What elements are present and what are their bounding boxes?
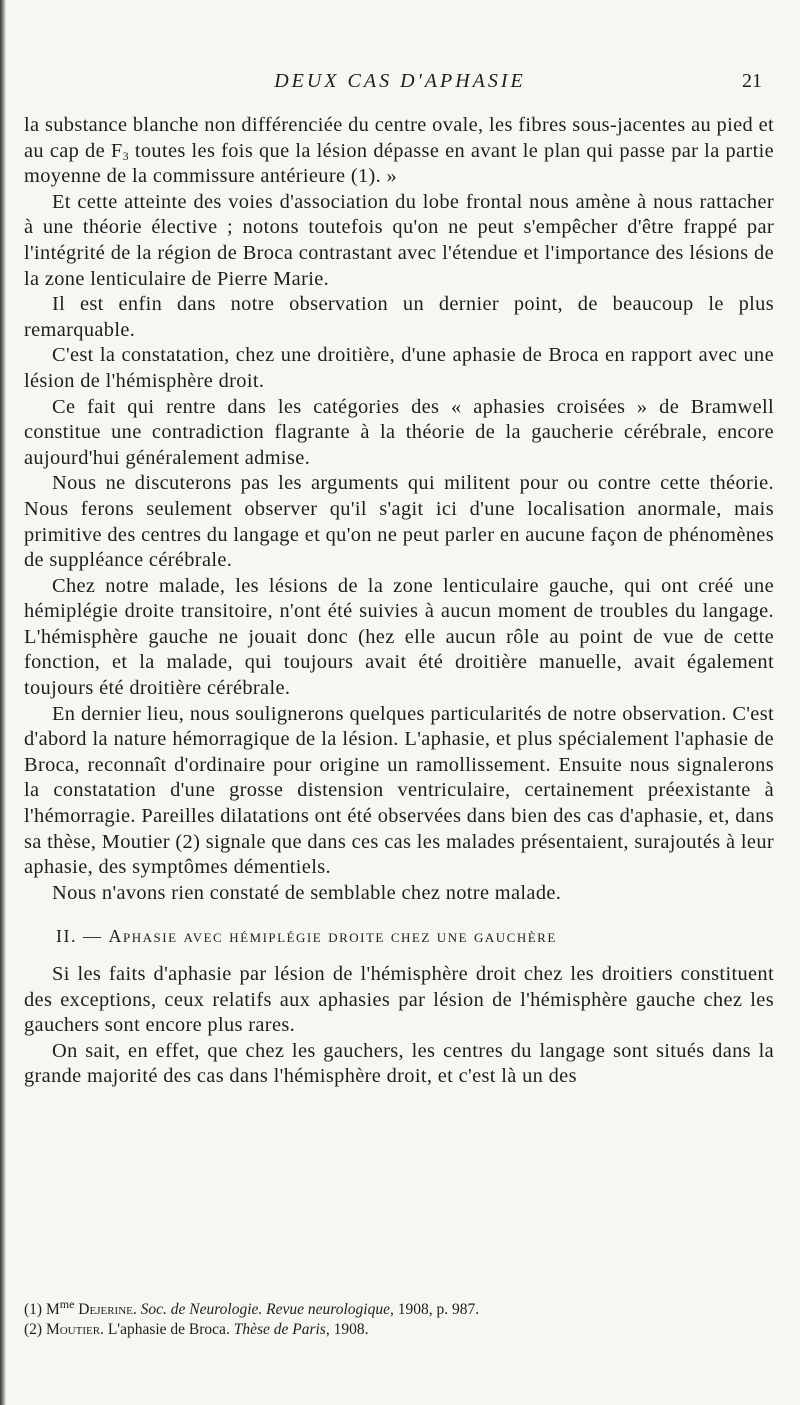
paragraph-text: toutes les fois que la lésion dépasse en avant le plan qui passe par la partie moyenne de la commissure antérieure (1). » [24, 139, 774, 188]
section-dash: — [77, 926, 109, 947]
paragraph: En dernier lieu, nous soulignerons quelques particularités de notre observation. C'est d'abord la nature hémorragique de la lésion. L'aphasie, et plus spécialement l'aphasie de Broca, reconnaît d'ordinaire pour origine un ramollissement. Ensuite nous signalerons la constatation d'une grosse distension ventriculaire, certainement préexistante à l'hémorragie. Pareilles dilatations ont été observées dans bien des cas d'aphasie, et, dans sa thèse, Moutier (2) signale que dans ces cas les malades présentaient, surajoutés à leur aphasie, des symptômes démentiels. [24, 702, 774, 879]
footnotes [24, 1296, 774, 1340]
footnote-marker: (1) [24, 1301, 43, 1318]
footnote-reference: Soc. de Neurologie. Revue neurologique, [136, 1301, 394, 1318]
page-number: 21 [742, 70, 762, 92]
footnote-author: Moutier. [42, 1321, 104, 1338]
paragraph: Chez notre malade, les lésions de la zone lenticulaire gauche, qui ont créé une hémiplégie droite transitoire, n'ont été suivies à aucun moment de troubles du langage. L'hémisphère gauche ne jouait donc (hez elle aucun rôle au point de vue de cette fonction, et la malade, qui toujours avait été droitière manuelle, avait également toujours été droitière cérébrale. [24, 574, 774, 700]
footnote-author: M [45, 1301, 60, 1318]
footnote-reference: L'aphasie de Broca. [103, 1321, 230, 1338]
footnote-tail: 1908, p. 987. [393, 1301, 480, 1318]
section-heading [24, 924, 774, 950]
footnote-title: Thèse de Paris, [229, 1321, 330, 1338]
footnote [24, 1320, 774, 1340]
subscript: 3 [122, 148, 129, 163]
paragraph: Si les faits d'aphasie par lésion de l'hémisphère droit chez les droitiers constituent des exceptions, ceux relatifs aux aphasies par lésion de l'hémisphère gauche chez les gauchers sont encore plus rares. [24, 963, 774, 1037]
paragraph [24, 113, 774, 190]
section-numeral: II. [56, 926, 77, 947]
section-title: Aphasie avec hémiplégie droite chez une gauchère [108, 926, 557, 947]
paragraph-text: la substance blanche non différenciée du centre ovale, les fibres sous-jacentes au pied et au cap de F [24, 114, 774, 162]
footnote-author: Dejerine. [74, 1301, 137, 1318]
paragraph: Nous ne discuterons pas les arguments qui militent pour ou contre cette théorie. Nous ferons seulement observer qu'il s'agit ici d'une localisation anormale, mais primitive des centres du langage et qu'on ne peut parler en aucune façon de phénomènes de suppléance cérébrale. [24, 472, 774, 572]
main-text [24, 113, 774, 1090]
page-header [24, 70, 776, 100]
paragraph: Et cette atteinte des voies d'association du lobe frontal nous amène à nous rattacher à une théorie élective ; notons toutefois qu'on ne peut s'empêcher d'être frappé par l'intégrité de la région de Broca contrastant avec l'étendue et l'importance des lésions de la zone lenticulaire de Pierre Marie. [24, 190, 774, 290]
paragraph: Ce fait qui rentre dans les catégories des « aphasies croisées » de Bramwell constitue une contradiction flagrante à la théorie de la gaucherie cérébrale, encore aujourd'hui généralement admise. [24, 395, 774, 469]
footnote [24, 1296, 774, 1320]
footnote-tail: 1908. [329, 1321, 369, 1338]
paragraph: Nous n'avons rien constaté de semblable chez notre malade. [52, 881, 562, 904]
paragraph: Il est enfin dans notre observation un dernier point, de beaucoup le plus remarquable. [24, 293, 774, 341]
footnote-marker: (2) [24, 1321, 43, 1338]
paragraph: On sait, en effet, que chez les gauchers, les centres du langage sont situés dans la grande majorité des cas dans l'hémisphère droit, et c'est là un des [24, 1039, 774, 1088]
running-title: DEUX CAS D'APHASIE [274, 70, 526, 92]
binding-shadow [0, 0, 6, 1405]
paragraph: C'est la constatation, chez une droitière, d'une aphasie de Broca en rapport avec une lésion de l'hémisphère droit. [24, 344, 774, 392]
superscript: me [59, 1296, 75, 1311]
